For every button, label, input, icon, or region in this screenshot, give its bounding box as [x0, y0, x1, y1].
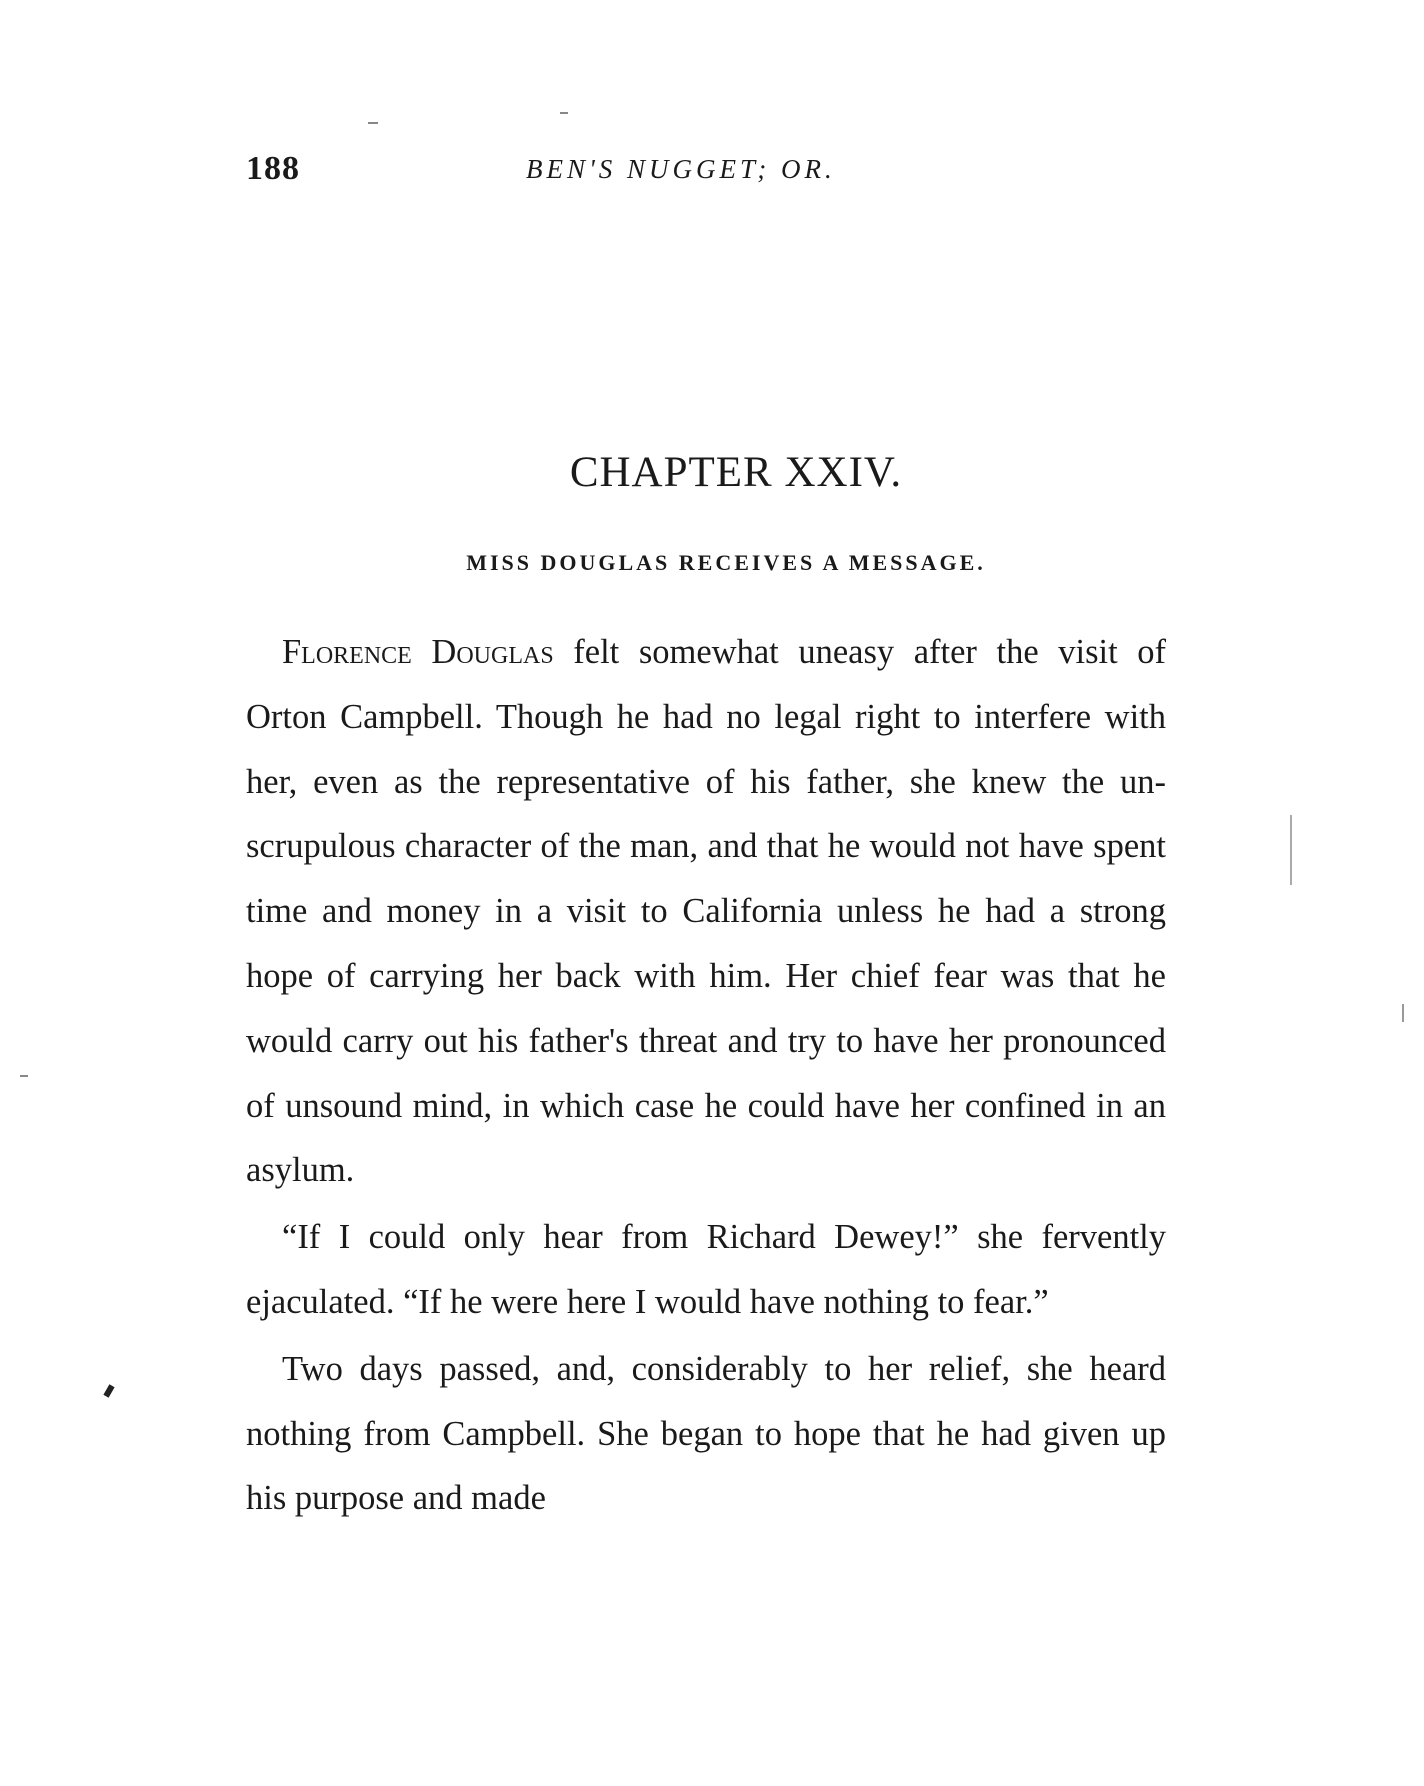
paragraph-text: “If I could only hear from Richard Dewey!” she fervently ejaculated. “If he were here I would have nothing to fear.”	[246, 1218, 1166, 1321]
chapter-heading: CHAPTER XXIV.	[569, 449, 903, 496]
paragraph	[246, 1337, 1166, 1531]
paragraph	[246, 1205, 1166, 1335]
paragraph-text: felt somewhat uneasy after the visit of Orton Campbell. Though he had no legal right to interfere with her, even as the representative of his father, she knew the unscrupulous character of the man, and that he would not have spent time and money in a visit to California unless he had a strong hope of carrying her back with him. Her chief fear was that he would carry out his father's threat and try to have her pronounced of unsound mind, in which case he could have her confined in an asylum.	[246, 633, 1166, 1190]
scan-speck	[103, 1384, 114, 1397]
paragraph-text: Two days passed, and, considerably to her relief, she heard nothing from Campbell. She began to hope that he had given up his purpose and made	[246, 1349, 1166, 1518]
body-text	[246, 620, 1166, 1531]
paragraph	[246, 620, 1166, 1203]
running-title: BEN'S NUGGET; OR.	[526, 154, 836, 184]
paragraph-lead: Florence Douglas	[282, 633, 554, 671]
scan-speck	[20, 1075, 28, 1077]
scan-speck	[368, 122, 378, 124]
page-number: 188	[246, 150, 300, 187]
scan-speck	[1402, 1004, 1404, 1022]
scan-speck	[560, 112, 568, 114]
running-head	[246, 150, 886, 190]
chapter-subtitle: MISS DOUGLAS RECEIVES A MESSAGE.	[466, 550, 986, 575]
scan-speck	[1290, 815, 1292, 885]
